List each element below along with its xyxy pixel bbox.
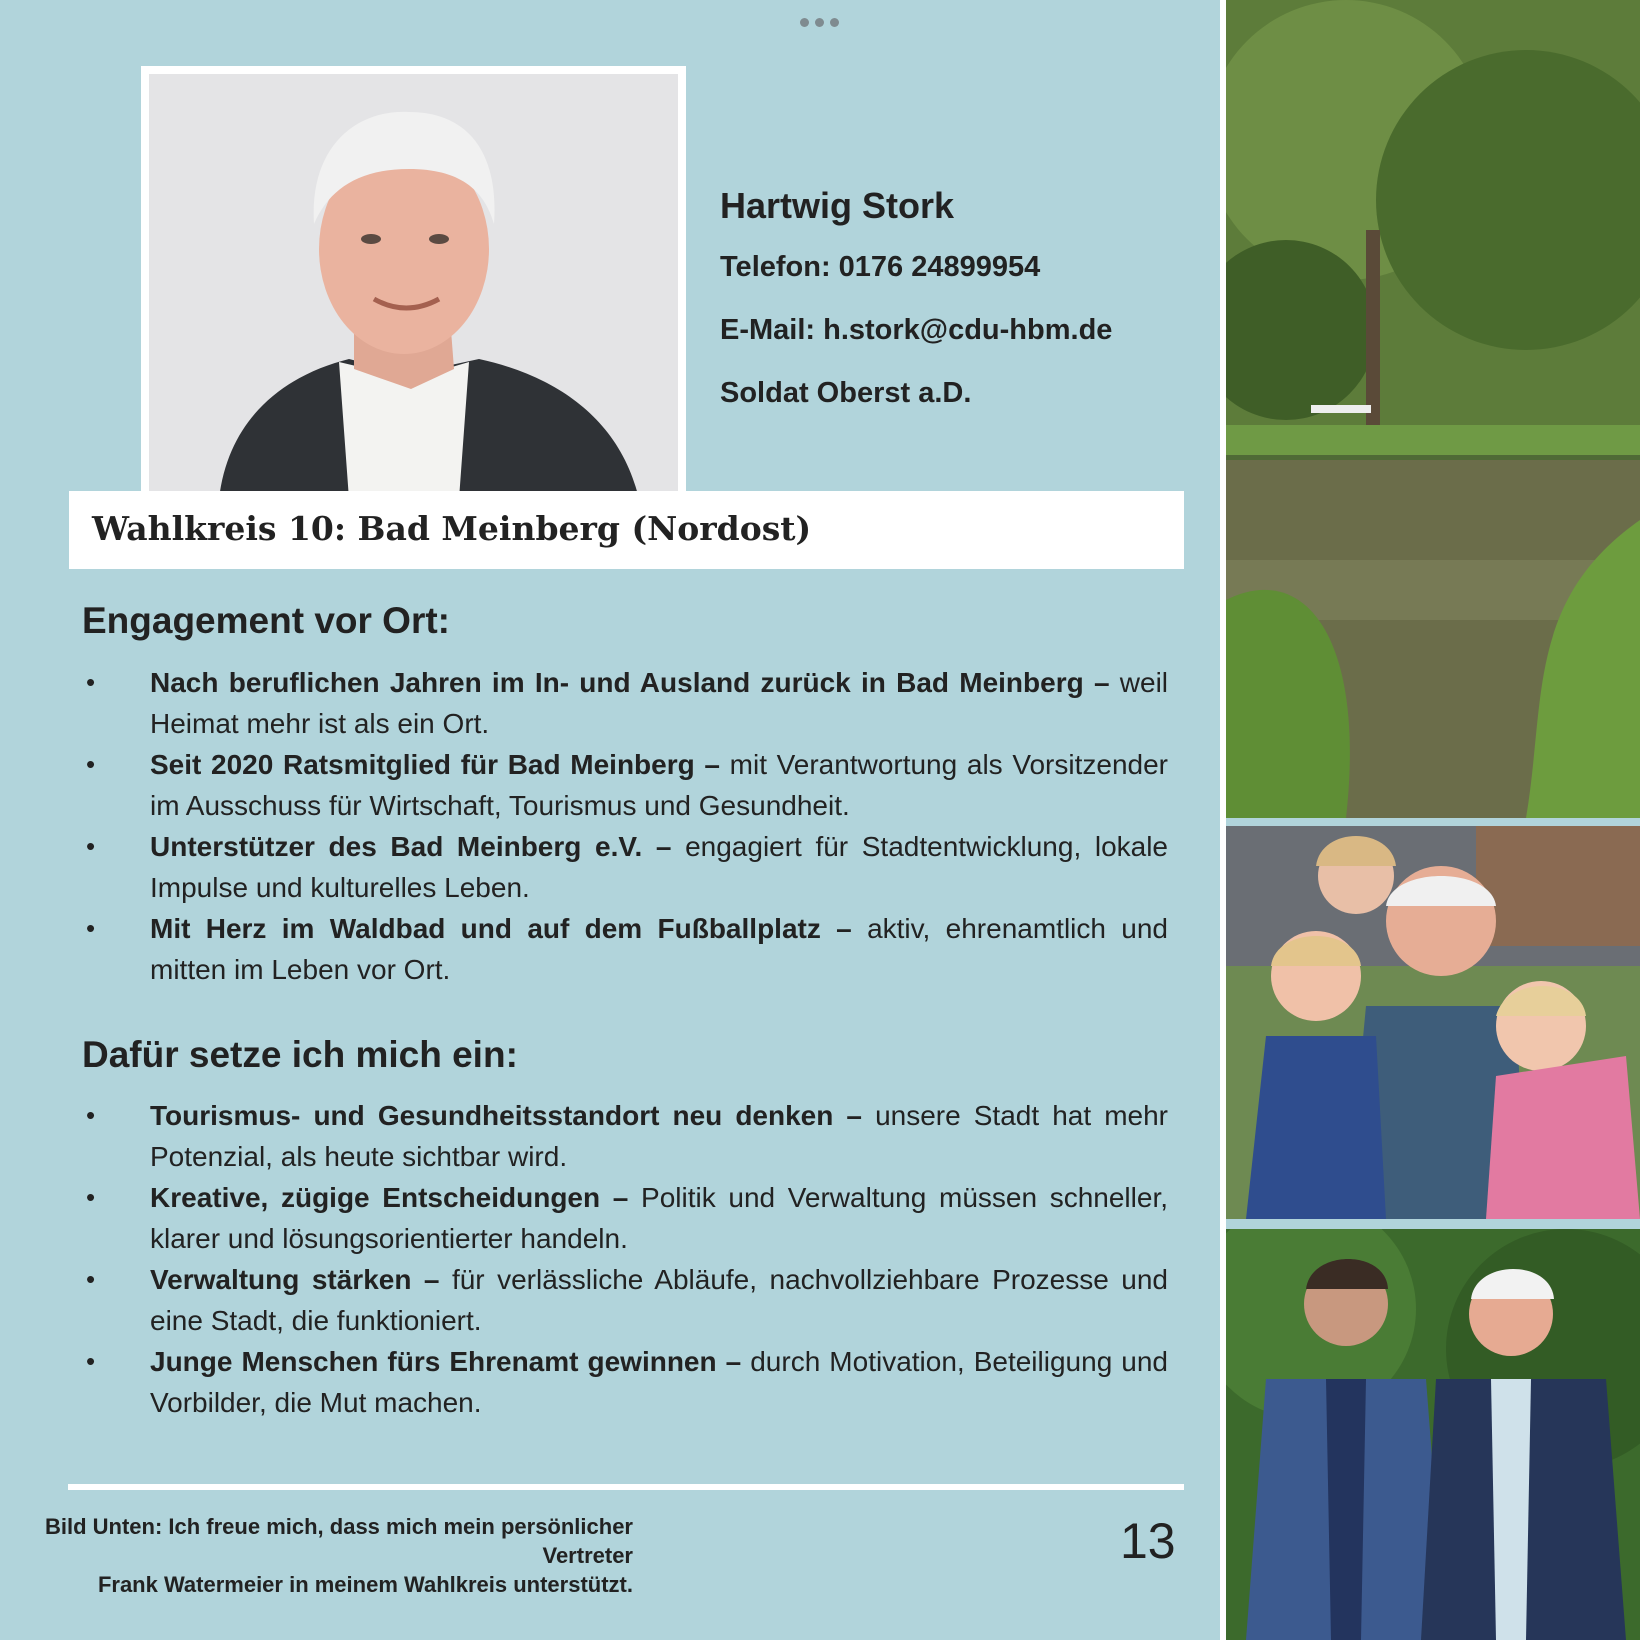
- list-item: • Nach beruflichen Jahren im In- und Ausland zurück in Bad Meinberg – weil Heimat mehr ist als ein Ort.: [82, 662, 1168, 744]
- more-horizontal-icon[interactable]: [800, 18, 839, 27]
- park-lake-photo: [1226, 0, 1640, 818]
- engagement-heading: Engagement vor Ort:: [82, 600, 450, 641]
- page-number: 13: [1120, 1513, 1176, 1569]
- list-item: • Tourismus- und Gesundheitsstandort neu denken – unsere Stadt hat mehr Potenzial, als heute sichtbar wird.: [82, 1095, 1168, 1177]
- list-item: • Unterstützer des Bad Meinberg e.V. – engagiert für Stadtentwicklung, lokale Impulse und kulturelles Leben.: [82, 826, 1168, 908]
- list-item: • Kreative, zügige Entscheidungen – Politik und Verwaltung müssen schneller, klarer und lösungsorientierter handeln.: [82, 1177, 1168, 1259]
- email-address[interactable]: E-Mail: h.stork@cdu-hbm.de: [720, 314, 1113, 346]
- list-item: • Mit Herz im Waldbad und auf dem Fußballplatz – aktiv, ehrenamtlich und mitten im Leben vor Ort.: [82, 908, 1168, 990]
- footer-divider: [68, 1484, 1184, 1490]
- district-banner: [69, 491, 1184, 569]
- portrait-frame: [141, 66, 686, 491]
- contact-info: [720, 185, 1112, 440]
- candidate-name: Hartwig Stork: [720, 185, 955, 226]
- commitment-list: [82, 1095, 1168, 1423]
- district-title: Wahlkreis 10: Bad Meinberg (Nordost): [92, 509, 812, 548]
- engagement-list: [82, 662, 1168, 990]
- portrait-photo: [149, 74, 678, 499]
- phone-number[interactable]: Telefon: 0176 24899954: [720, 251, 1041, 283]
- occupation: Soldat Oberst a.D.: [720, 377, 972, 409]
- commitment-heading: Dafür setze ich mich ein:: [82, 1034, 518, 1075]
- list-item: • Seit 2020 Ratsmitglied für Bad Meinberg – mit Verantwortung als Vorsitzender im Ausschuss für Wirtschaft, Tourismus und Gesundheit.: [82, 744, 1168, 826]
- supporter-photo: [1226, 1229, 1640, 1640]
- list-item: • Junge Menschen fürs Ehrenamt gewinnen – durch Motivation, Beteiligung und Vorbilder, die Mut machen.: [82, 1341, 1168, 1423]
- family-photo: [1226, 826, 1640, 1219]
- list-item: • Verwaltung stärken – für verlässliche Abläufe, nachvollziehbare Prozesse und eine Stadt, die funktioniert.: [82, 1259, 1168, 1341]
- photo-caption: Bild Unten: Ich freue mich, dass mich mein persönlicher Vertreter Frank Watermeier in meinem Wahlkreis unterstützt.: [44, 1514, 633, 1597]
